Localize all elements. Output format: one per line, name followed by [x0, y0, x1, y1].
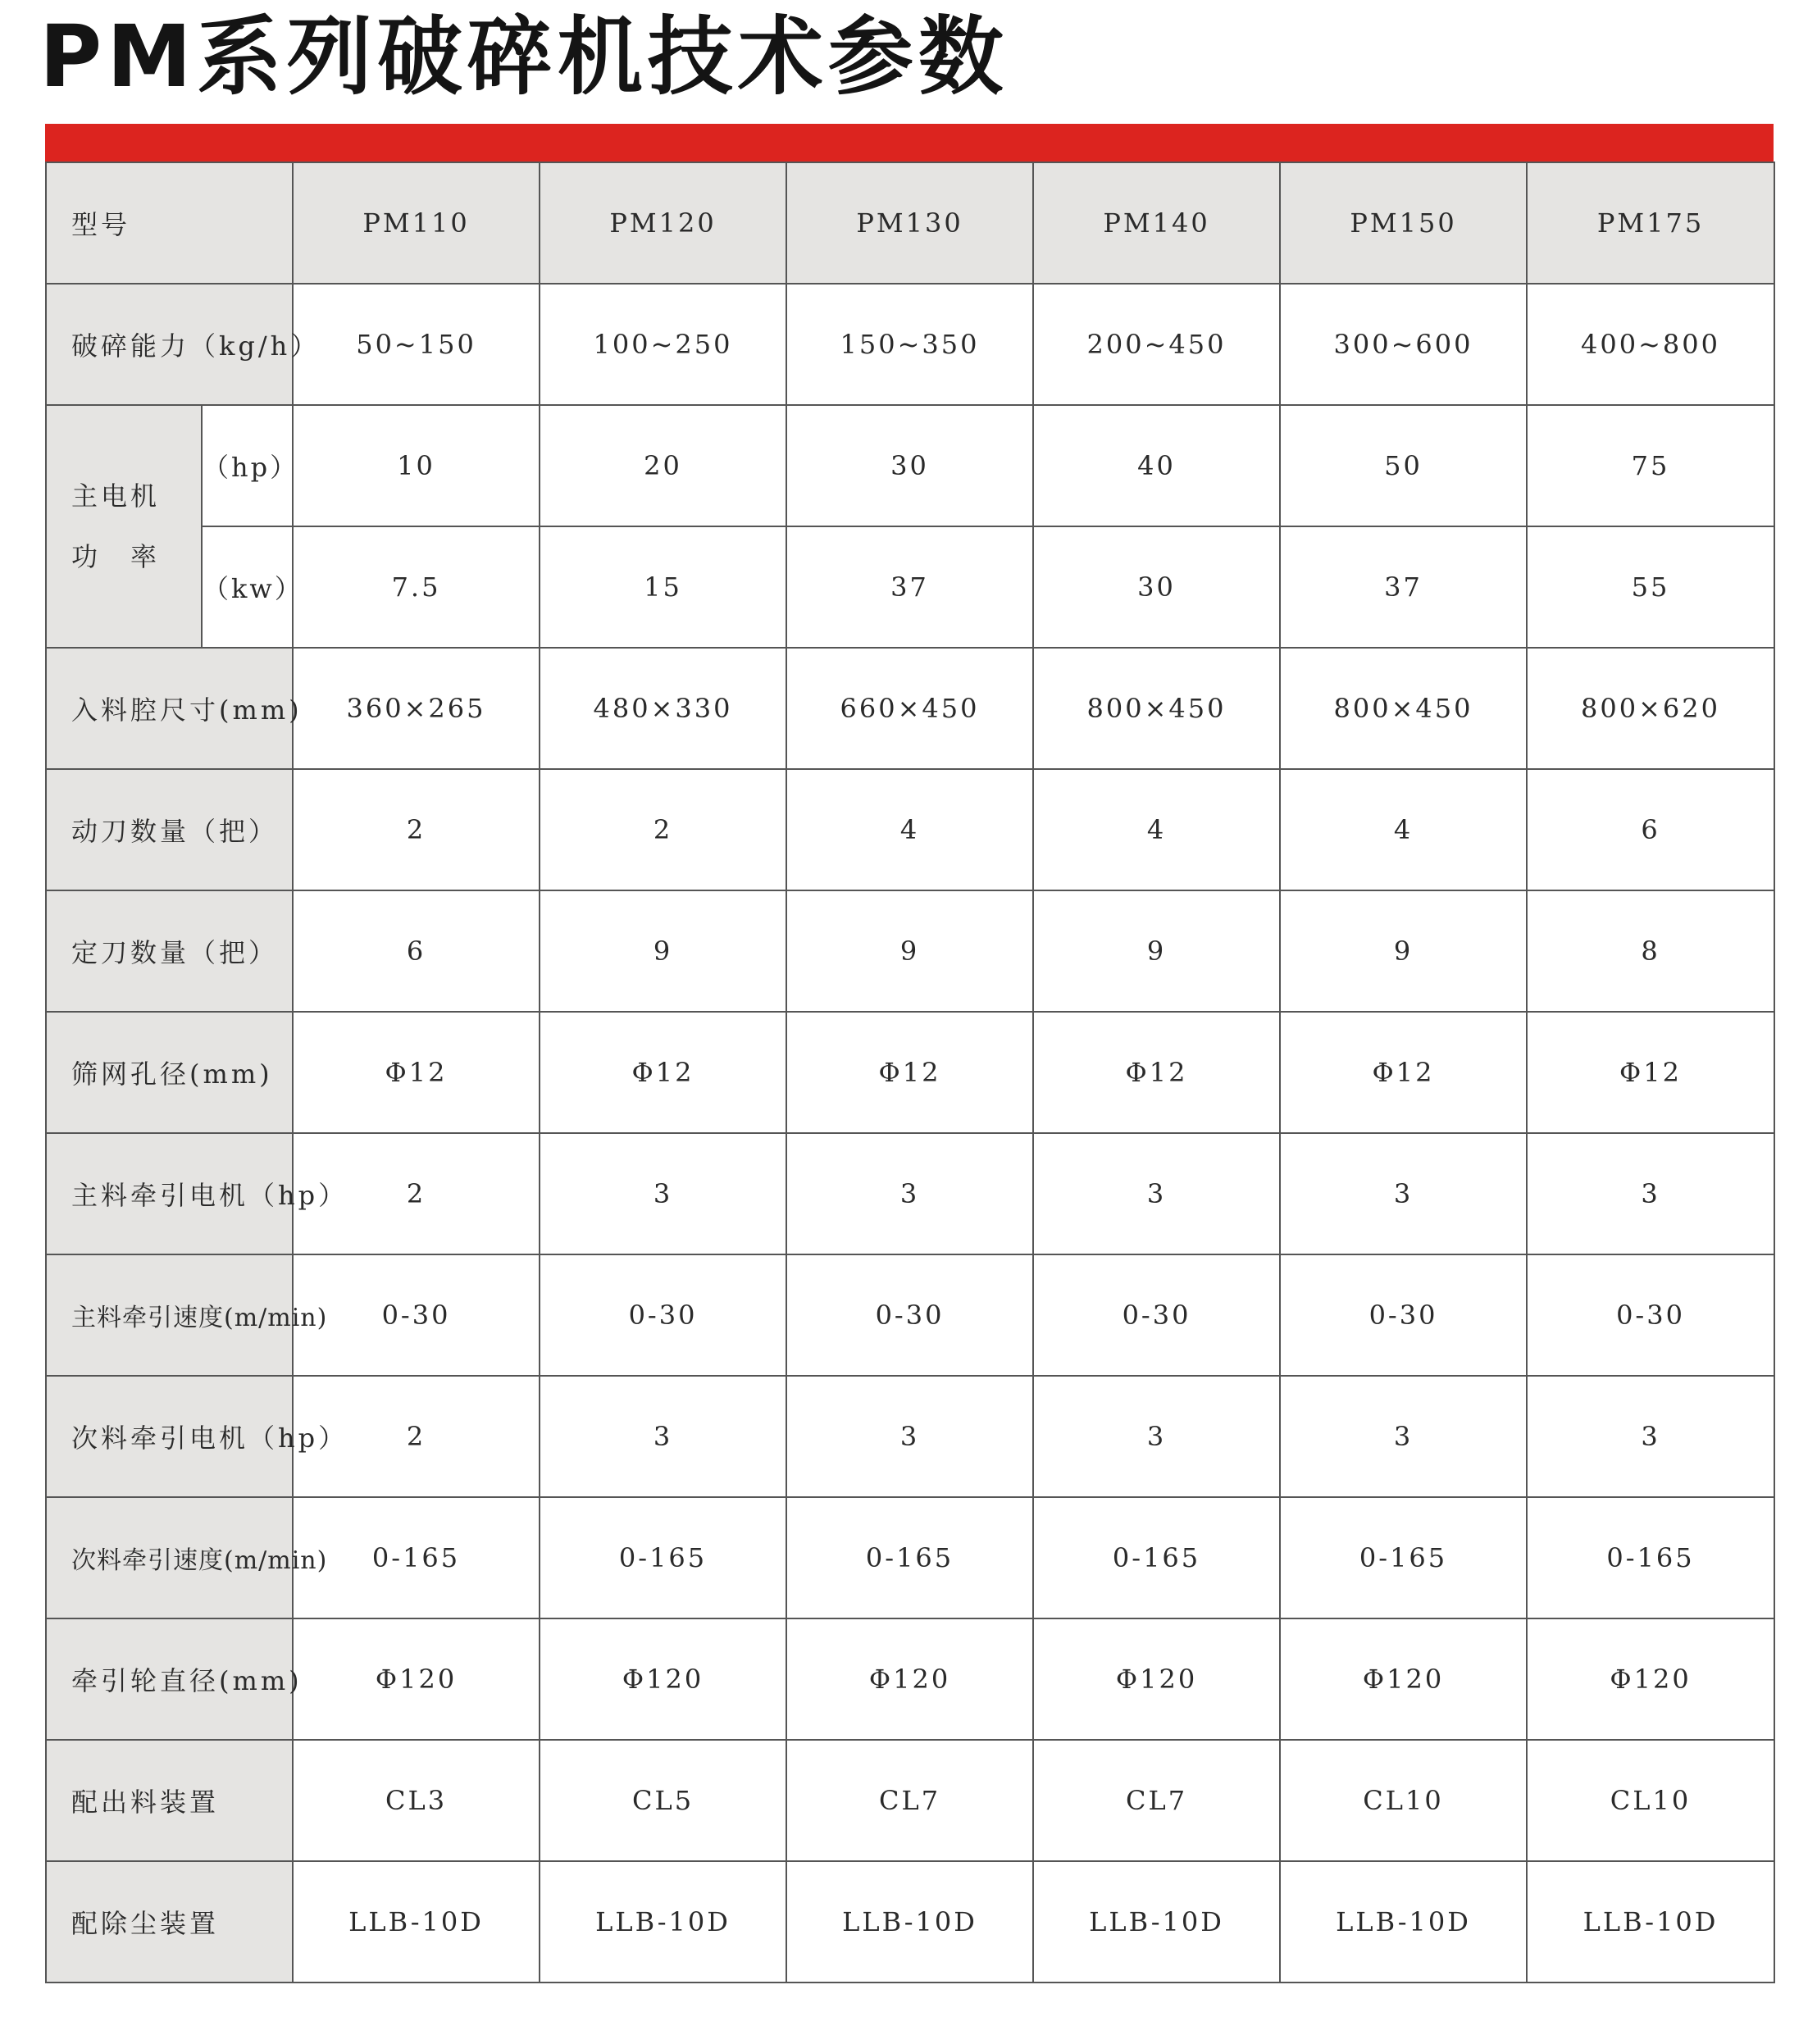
table-cell: 2: [293, 1133, 540, 1254]
table-cell: Φ12: [1527, 1012, 1774, 1133]
table-cell: 10: [293, 405, 540, 526]
row-label: 入料腔尺寸(mm): [46, 648, 293, 769]
table-cell: 9: [540, 890, 786, 1012]
table-cell: 30: [786, 405, 1033, 526]
table-row: [46, 890, 1774, 1012]
motor-power-line-2: 功 率: [71, 541, 161, 572]
table-cell: 480×330: [540, 648, 786, 769]
table-cell: 2: [293, 769, 540, 890]
table-cell: Φ120: [786, 1618, 1033, 1740]
table-cell: 30: [1033, 526, 1280, 648]
table-cell: 3: [1033, 1376, 1280, 1497]
row-label: 动刀数量（把）: [46, 769, 293, 890]
table-cell: 3: [786, 1133, 1033, 1254]
row-label: 次料牵引速度(m/min): [46, 1497, 293, 1618]
table-cell: 55: [1527, 526, 1774, 648]
table-cell: 0-165: [786, 1497, 1033, 1618]
table-cell: LLB-10D: [786, 1861, 1033, 1983]
table-row: [46, 1254, 1774, 1376]
table-cell: 0-30: [1280, 1254, 1527, 1376]
table-cell: LLB-10D: [1527, 1861, 1774, 1983]
table-cell: CL3: [293, 1740, 540, 1861]
table-row: [46, 1618, 1774, 1740]
table-cell: 3: [786, 1376, 1033, 1497]
table-cell: 4: [1280, 769, 1527, 890]
table-cell: 360×265: [293, 648, 540, 769]
table-cell: CL7: [1033, 1740, 1280, 1861]
table-row: [46, 1376, 1774, 1497]
table-cell: 3: [1280, 1133, 1527, 1254]
table-row: [46, 1012, 1774, 1133]
table-cell: CL10: [1527, 1740, 1774, 1861]
model-header: PM110: [293, 162, 540, 284]
table-row: [46, 1861, 1774, 1983]
table-cell: LLB-10D: [1280, 1861, 1527, 1983]
table-cell: 0-30: [786, 1254, 1033, 1376]
table-cell: 7.5: [293, 526, 540, 648]
table-cell: 150~350: [786, 284, 1033, 405]
table-row: [46, 1133, 1774, 1254]
table-cell: 75: [1527, 405, 1774, 526]
table-row: [46, 526, 1774, 648]
motor-power-group-label: [46, 405, 202, 648]
table-cell: 40: [1033, 405, 1280, 526]
row-label: 主料牵引速度(m/min): [46, 1254, 293, 1376]
table-cell: 200~450: [1033, 284, 1280, 405]
table-cell: 6: [293, 890, 540, 1012]
table-cell: 300~600: [1280, 284, 1527, 405]
table-cell: 0-30: [1033, 1254, 1280, 1376]
table-cell: CL10: [1280, 1740, 1527, 1861]
table-cell: LLB-10D: [540, 1861, 786, 1983]
row-label: 次料牵引电机（hp）: [46, 1376, 293, 1497]
table-cell: 50~150: [293, 284, 540, 405]
accent-bar: [45, 124, 1774, 162]
model-header: PM130: [786, 162, 1033, 284]
table-cell: Φ120: [540, 1618, 786, 1740]
table-cell: 3: [1527, 1376, 1774, 1497]
table-cell: 37: [1280, 526, 1527, 648]
table-cell: 15: [540, 526, 786, 648]
model-header: PM150: [1280, 162, 1527, 284]
table-cell: 9: [1033, 890, 1280, 1012]
table-cell: 20: [540, 405, 786, 526]
table-cell: Φ12: [540, 1012, 786, 1133]
table-row: [46, 284, 1774, 405]
table-cell: 800×450: [1280, 648, 1527, 769]
row-label: （hp）: [202, 405, 293, 526]
motor-power-line-1: 主电机: [71, 480, 161, 512]
row-label: 破碎能力（kg/h）: [46, 284, 293, 405]
table-cell: 2: [293, 1376, 540, 1497]
table-cell: 3: [1033, 1133, 1280, 1254]
table-row: [46, 405, 1774, 526]
table-cell: 8: [1527, 890, 1774, 1012]
model-header: PM140: [1033, 162, 1280, 284]
table-cell: Φ120: [293, 1618, 540, 1740]
table-cell: 50: [1280, 405, 1527, 526]
table-header-row: [46, 162, 1774, 284]
table-cell: LLB-10D: [293, 1861, 540, 1983]
table-cell: 3: [540, 1133, 786, 1254]
table-cell: CL7: [786, 1740, 1033, 1861]
table-cell: Φ12: [1280, 1012, 1527, 1133]
table-cell: 0-165: [1280, 1497, 1527, 1618]
table-cell: LLB-10D: [1033, 1861, 1280, 1983]
table-cell: 37: [786, 526, 1033, 648]
table-cell: 3: [540, 1376, 786, 1497]
row-label: 配出料装置: [46, 1740, 293, 1861]
row-label: （kw）: [202, 526, 293, 648]
table-cell: 400~800: [1527, 284, 1774, 405]
header-label: 型号: [46, 162, 293, 284]
table-cell: 800×450: [1033, 648, 1280, 769]
table-cell: CL5: [540, 1740, 786, 1861]
table-cell: 9: [786, 890, 1033, 1012]
page-title: PM系列破碎机技术参数: [39, 7, 1009, 107]
table-row: [46, 1497, 1774, 1618]
model-header: PM120: [540, 162, 786, 284]
table-cell: Φ12: [293, 1012, 540, 1133]
spec-table: [45, 162, 1775, 1983]
table-cell: Φ12: [786, 1012, 1033, 1133]
table-cell: 3: [1280, 1376, 1527, 1497]
row-label: 定刀数量（把）: [46, 890, 293, 1012]
row-label: 配除尘装置: [46, 1861, 293, 1983]
table-cell: 3: [1527, 1133, 1774, 1254]
table-cell: Φ12: [1033, 1012, 1280, 1133]
table-cell: Φ120: [1033, 1618, 1280, 1740]
table-cell: 0-30: [1527, 1254, 1774, 1376]
table-cell: 4: [1033, 769, 1280, 890]
table-row: [46, 648, 1774, 769]
table-cell: 0-30: [540, 1254, 786, 1376]
table-cell: 6: [1527, 769, 1774, 890]
row-label: 牵引轮直径(mm): [46, 1618, 293, 1740]
table-cell: 660×450: [786, 648, 1033, 769]
table-row: [46, 1740, 1774, 1861]
table-cell: 0-30: [293, 1254, 540, 1376]
model-header: PM175: [1527, 162, 1774, 284]
table-cell: 4: [786, 769, 1033, 890]
table-cell: 800×620: [1527, 648, 1774, 769]
table-cell: 0-165: [1033, 1497, 1280, 1618]
table-cell: 2: [540, 769, 786, 890]
table-cell: Φ120: [1527, 1618, 1774, 1740]
table-cell: Φ120: [1280, 1618, 1527, 1740]
table-cell: 0-165: [540, 1497, 786, 1618]
row-label: 主料牵引电机（hp）: [46, 1133, 293, 1254]
table-cell: 9: [1280, 890, 1527, 1012]
row-label: 筛网孔径(mm): [46, 1012, 293, 1133]
table-row: [46, 769, 1774, 890]
table-cell: 0-165: [293, 1497, 540, 1618]
table-cell: 0-165: [1527, 1497, 1774, 1618]
table-cell: 100~250: [540, 284, 786, 405]
